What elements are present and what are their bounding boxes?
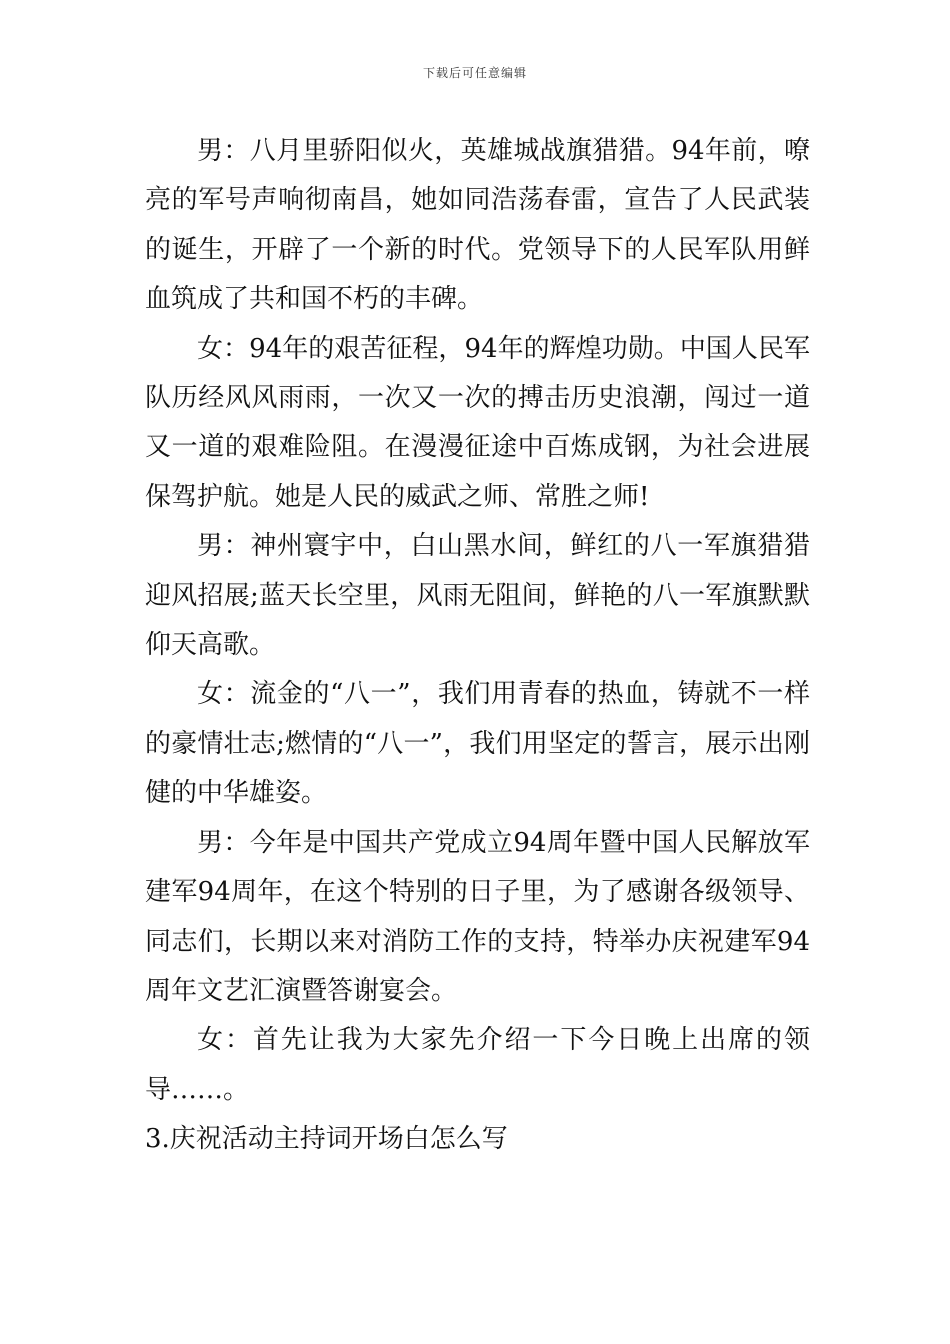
paragraph-3: 男：神州寰宇中，白山黑水间，鲜红的八一军旗猎猎迎风招展;蓝天长空里，风雨无阻间，鲜艳的八一军旗默默仰天高歌。 bbox=[145, 531, 810, 661]
section-heading: 3.庆祝活动主持词开场白怎么写 bbox=[145, 1124, 508, 1155]
paragraph-4: 女：流金的“八一”，我们用青春的热血，铸就不一样的豪情壮志;燃情的“八一”，我们用坚定的誓言，展示出刚健的中华雄姿。 bbox=[145, 679, 810, 809]
paragraph-1: 男：八月里骄阳似火，英雄城战旗猎猎。94年前，嘹亮的军号声响彻南昌，她如同浩荡春雷，宣告了人民武装的诞生，开辟了一个新的时代。党领导下的人民军队用鲜血筑成了共和国不朽的丰碑。 bbox=[145, 136, 810, 315]
paragraph-6: 女：首先让我为大家先介绍一下今日晚上出席的领导……。 bbox=[145, 1025, 810, 1105]
page-header: 下载后可任意编辑 bbox=[422, 66, 527, 80]
document-body bbox=[145, 127, 810, 1165]
paragraph-5: 男：今年是中国共产党成立94周年暨中国人民解放军建军94周年，在这个特别的日子里，为了感谢各级领导、同志们，长期以来对消防工作的支持，特举办庆祝建军94周年文艺汇演暨答谢宴会。 bbox=[145, 827, 810, 1006]
paragraph-2: 女：94年的艰苦征程，94年的辉煌功勋。中国人民军队历经风风雨雨，一次又一次的搏击历史浪潮，闯过一道又一道的艰难险阻。在漫漫征途中百炼成钢，为社会进展保驾护航。她是人民的威武之师、常胜之师! bbox=[145, 333, 810, 512]
